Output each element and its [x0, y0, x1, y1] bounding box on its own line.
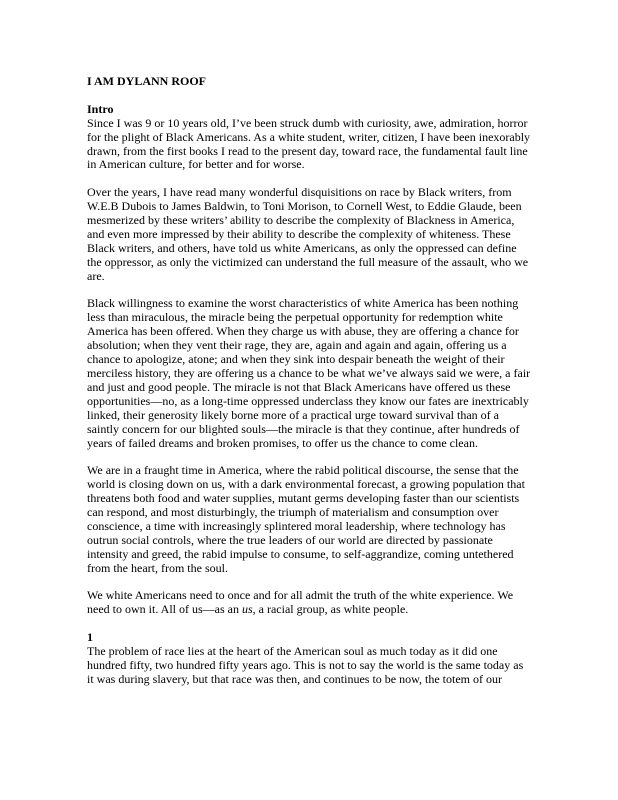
- document-title: I AM DYLANN ROOF: [87, 74, 206, 88]
- paragraph-text-before-emphasis: We white Americans need to once and for all admit the truth of the white experience. We need to own it. All of us—as an: [87, 588, 514, 617]
- intro-paragraph-3: Black willingness to examine the worst characteristics of white America has been nothing less than miraculous, the miracle being the perpetual opportunity for redemption white America has been offered. When they charge us with abuse, they are offering a chance for absolution; when they vent their rage, they are, again and again and again, offering us a chance to apologize, atone; and when they sink into despair beneath the weight of their merciless history, they are offering us a chance to be what we’ve always said we were, a fair and just and good people. The miracle is not that Black Americans have offered us these opportunities—no, as a long-time oppressed underclass they know our fates are inextricably linked, their generosity likely borne more of a practical urge toward survival than of a saintly concern for our blighted souls—the miracle is that they continue, after hundreds of years of failed dreams and broken promises, to offer us the chance to come clean.: [87, 296, 531, 450]
- paragraph-text-after-emphasis: , a racial group, as white people.: [252, 602, 409, 617]
- chapter-one-heading: 1: [87, 630, 93, 645]
- intro-paragraph-1: Since I was 9 or 10 years old, I’ve been struck dumb with curiosity, awe, admiration, horror for the plight of Black Americans. As a white student, writer, citizen, I have been inexorably drawn, from the first books I read to the present day, toward race, the fundamental fault line in American culture, for better and for worse.: [87, 115, 531, 172]
- intro-paragraph-5: [87, 589, 532, 617]
- intro-section-heading: Intro: [87, 101, 114, 116]
- chapter-one-paragraph: The problem of race lies at the heart of the American soul as much today as it did one hundred fifty, two hundred fifty years ago. This is not to say the world is the same today as it was during slavery, but that race was then, and continues to be now, the totem of our: [87, 644, 524, 686]
- intro-paragraph-2: Over the years, I have read many wonderful disquisitions on race by Black writers, from W.E.B Dubois to James Baldwin, to Toni Morison, to Cornell West, to Eddie Glaude, been mesmerized by these writers’ ability to describe the complexity of Blackness in America, and even more impressed by their ability to describe the complexity of whiteness. These Black writers, and others, have told us white Americans, as only the oppressed can define the oppressor, as only the victimized can understand the full measure of the assault, who we are.: [87, 185, 529, 283]
- document-text-block: [87, 75, 532, 687]
- intro-paragraph-4: We are in a fraught time in America, where the rabid political discourse, the sense that the world is closing down on us, with a dark environmental forecast, a growing population that threatens both food and water supplies, mutant germs developing faster than our scientists can respond, and most disturbingly, the triumph of materialism and consumption over conscience, a time with increasingly splintered moral leadership, where technology has outrun social controls, where the true leaders of our world are directed by passionate intensity and greed, the rabid impulse to consume, to self-aggrandize, coming untethered from the heart, from the soul.: [87, 463, 525, 575]
- emphasized-word: us: [241, 602, 253, 617]
